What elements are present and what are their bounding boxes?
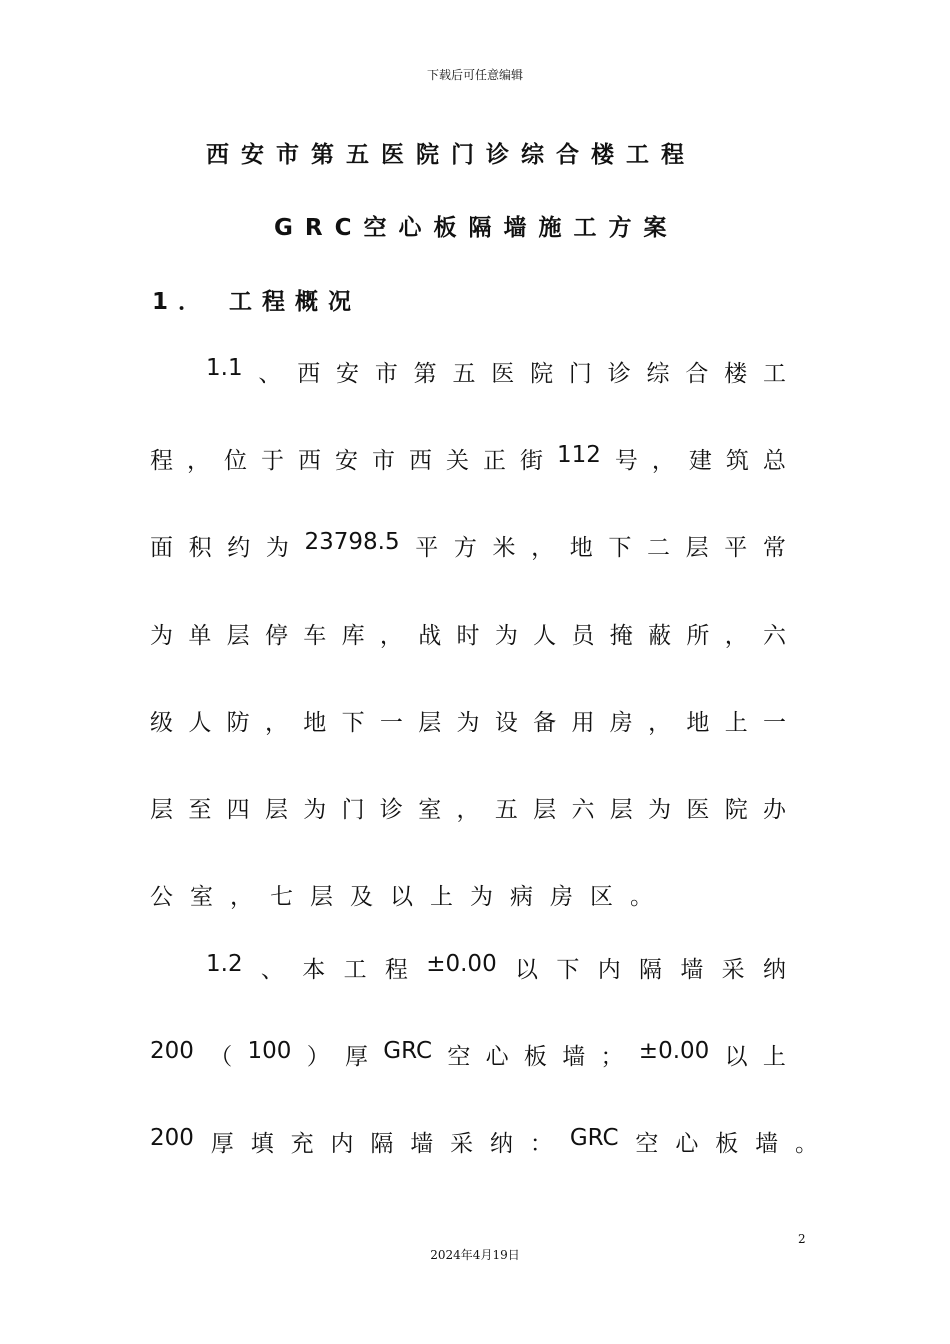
text-token: 层 xyxy=(226,623,250,649)
text-token: 空 xyxy=(447,1044,471,1070)
text-token: 及 xyxy=(350,884,373,910)
text-token: 房 xyxy=(609,710,633,736)
paragraph-line xyxy=(206,951,786,984)
text-token: 层 xyxy=(609,797,633,823)
text-token: ， xyxy=(230,884,253,910)
text-token: 为 xyxy=(303,797,327,823)
section-heading: 1． 工程概况 xyxy=(152,289,362,315)
text-token: ， xyxy=(724,623,748,649)
text-token: GRC xyxy=(383,1038,433,1064)
text-token: 厚 xyxy=(345,1044,368,1070)
text-token: 23798.5 xyxy=(304,529,400,555)
text-token: 掩 xyxy=(609,623,633,649)
text-token: 门 xyxy=(341,797,365,823)
text-token: 病 xyxy=(510,884,533,910)
text-token: 街 xyxy=(520,448,543,474)
text-token: 隔 xyxy=(370,1131,394,1157)
page-number: 2 xyxy=(798,1232,806,1246)
text-token: 墙 xyxy=(755,1131,779,1157)
text-token: ， xyxy=(187,448,210,474)
text-token: 员 xyxy=(571,623,595,649)
text-token: 级 xyxy=(150,710,173,736)
text-token: 停 xyxy=(264,623,288,649)
text-token: 为 xyxy=(494,623,518,649)
text-token: 车 xyxy=(303,623,327,649)
text-token: 安 xyxy=(335,448,358,474)
text-token: 公 xyxy=(150,884,173,910)
text-token: 以 xyxy=(515,957,539,983)
text-token: 程 xyxy=(150,448,173,474)
text-token: 设 xyxy=(494,710,518,736)
text-token: ±0.00 xyxy=(638,1038,710,1064)
text-token: 内 xyxy=(330,1131,354,1157)
text-token: 积 xyxy=(188,535,212,561)
document-subtitle: GRC空心板隔墙施工方案 xyxy=(274,215,679,241)
paragraph-line xyxy=(150,878,786,911)
text-token: 市 xyxy=(374,361,398,387)
text-token: 一 xyxy=(763,710,786,736)
text-token: 四 xyxy=(226,797,250,823)
text-token: 1.1 xyxy=(206,355,243,381)
text-token: 下 xyxy=(608,535,632,561)
text-token: GRC xyxy=(569,1125,619,1151)
text-token: 200 xyxy=(150,1038,194,1064)
text-token: 西 xyxy=(297,361,321,387)
text-token: 备 xyxy=(533,710,557,736)
text-token: 西 xyxy=(298,448,321,474)
text-token: ， xyxy=(648,710,672,736)
text-token: 地 xyxy=(686,710,710,736)
text-token: 区 xyxy=(590,884,613,910)
text-token: 心 xyxy=(675,1131,699,1157)
text-token: 建 xyxy=(688,448,712,474)
text-token: 纳 xyxy=(490,1131,514,1157)
text-token: 诊 xyxy=(379,797,403,823)
text-token: 方 xyxy=(453,535,477,561)
text-token: 号 xyxy=(614,448,638,474)
text-token: 工 xyxy=(343,957,367,983)
text-token: 于 xyxy=(261,448,284,474)
text-token: 隔 xyxy=(639,957,663,983)
text-token: 防 xyxy=(226,710,250,736)
text-token: 1.2 xyxy=(206,951,243,977)
paragraph-line xyxy=(150,529,786,562)
paragraph-line xyxy=(150,442,786,475)
text-token: 层 xyxy=(418,710,442,736)
text-token: 200 xyxy=(150,1125,194,1151)
text-token: 100 xyxy=(247,1038,292,1064)
text-token: 墙 xyxy=(680,957,704,983)
text-token: 二 xyxy=(647,535,670,561)
text-token: 为 xyxy=(150,623,173,649)
text-token: 诊 xyxy=(607,361,631,387)
text-token: 层 xyxy=(310,884,333,910)
text-token: 总 xyxy=(762,448,786,474)
text-token: 第 xyxy=(413,361,437,387)
paragraph-line xyxy=(150,704,786,737)
text-token: 人 xyxy=(533,623,557,649)
text-token: 纳 xyxy=(763,957,786,983)
text-token: 六 xyxy=(763,623,786,649)
text-token: 综 xyxy=(646,361,670,387)
text-token: 七 xyxy=(270,884,293,910)
text-token: 五 xyxy=(494,797,518,823)
page-header: 下载后可任意编辑 xyxy=(426,68,523,82)
paragraph-line xyxy=(150,1038,786,1071)
text-token: 库 xyxy=(341,623,365,649)
text-token: 为 xyxy=(648,797,672,823)
text-token: 采 xyxy=(450,1131,474,1157)
text-token: 上 xyxy=(430,884,453,910)
text-token: 正 xyxy=(483,448,506,474)
text-token: 程 xyxy=(384,957,408,983)
text-token: ） xyxy=(306,1044,330,1070)
text-token: 本 xyxy=(302,957,326,983)
paragraph-line xyxy=(150,617,786,650)
text-token: 平 xyxy=(415,535,439,561)
text-token: 西 xyxy=(409,448,432,474)
text-token: 以 xyxy=(724,1044,748,1070)
text-token: 。 xyxy=(794,1131,818,1157)
text-token: 合 xyxy=(685,361,709,387)
text-token: 院 xyxy=(724,797,748,823)
text-token: 以 xyxy=(390,884,413,910)
text-token: 下 xyxy=(341,710,365,736)
text-token: 位 xyxy=(224,448,247,474)
text-token: 内 xyxy=(597,957,621,983)
text-token: ， xyxy=(651,448,675,474)
text-token: 室 xyxy=(418,797,442,823)
text-token: 办 xyxy=(763,797,786,823)
text-token: 层 xyxy=(533,797,557,823)
text-token: 板 xyxy=(523,1044,547,1070)
text-token: 采 xyxy=(721,957,745,983)
text-token: 层 xyxy=(264,797,288,823)
text-token: 时 xyxy=(456,623,480,649)
text-token: ， xyxy=(264,710,288,736)
text-token: 六 xyxy=(571,797,595,823)
text-token: 至 xyxy=(188,797,212,823)
text-token: 蔽 xyxy=(648,623,672,649)
text-token: 地 xyxy=(569,535,593,561)
text-token: 为 xyxy=(470,884,493,910)
text-token: 人 xyxy=(188,710,212,736)
text-token: ， xyxy=(531,535,555,561)
text-token: 战 xyxy=(418,623,442,649)
text-token: 关 xyxy=(446,448,469,474)
text-token: 充 xyxy=(290,1131,314,1157)
text-token: 室 xyxy=(190,884,213,910)
text-token: 用 xyxy=(571,710,595,736)
text-token: 单 xyxy=(188,623,212,649)
text-token: 工 xyxy=(762,361,786,387)
text-token: 医 xyxy=(491,361,515,387)
text-token: 填 xyxy=(250,1131,274,1157)
text-token: 房 xyxy=(550,884,573,910)
text-token: 墙 xyxy=(562,1044,586,1070)
footer-date: 2024年4月19日 xyxy=(430,1248,520,1262)
text-token: ， xyxy=(456,797,480,823)
text-token: 厚 xyxy=(210,1131,234,1157)
paragraph-line xyxy=(150,791,786,824)
text-token: 112 xyxy=(557,442,601,468)
text-token: 层 xyxy=(150,797,173,823)
text-token: ； xyxy=(600,1044,624,1070)
text-token: 一 xyxy=(379,710,403,736)
text-token: （ xyxy=(209,1044,233,1070)
text-token: 平 xyxy=(724,535,748,561)
text-token: 下 xyxy=(556,957,580,983)
text-token: 、 xyxy=(260,957,284,983)
text-token: 。 xyxy=(630,884,653,910)
text-token: 五 xyxy=(452,361,476,387)
document-title: 西安市第五医院门诊综合楼工程 xyxy=(206,142,696,168)
text-token: 心 xyxy=(485,1044,509,1070)
text-token: 楼 xyxy=(724,361,748,387)
text-token: 空 xyxy=(635,1131,659,1157)
text-token: 为 xyxy=(456,710,480,736)
text-token: 市 xyxy=(372,448,395,474)
paragraph-line xyxy=(150,1125,818,1158)
text-token: 板 xyxy=(715,1131,739,1157)
text-token: ， xyxy=(379,623,403,649)
text-token: 医 xyxy=(686,797,710,823)
text-token: ±0.00 xyxy=(426,951,497,977)
text-token: 为 xyxy=(265,535,289,561)
text-token: 、 xyxy=(258,361,282,387)
text-token: 上 xyxy=(762,1044,786,1070)
text-token: 层 xyxy=(685,535,709,561)
text-token: 面 xyxy=(150,535,173,561)
text-token: 安 xyxy=(336,361,360,387)
text-token: 米 xyxy=(492,535,516,561)
text-token: 筑 xyxy=(725,448,749,474)
text-token: 地 xyxy=(303,710,327,736)
text-token: 院 xyxy=(530,361,554,387)
text-token: 墙 xyxy=(410,1131,434,1157)
text-token: 常 xyxy=(762,535,786,561)
paragraph-line xyxy=(206,355,786,388)
text-token: 门 xyxy=(568,361,592,387)
text-token: 上 xyxy=(724,710,748,736)
text-token: 约 xyxy=(227,535,251,561)
text-token: 所 xyxy=(686,623,710,649)
text-token: ： xyxy=(529,1131,553,1157)
